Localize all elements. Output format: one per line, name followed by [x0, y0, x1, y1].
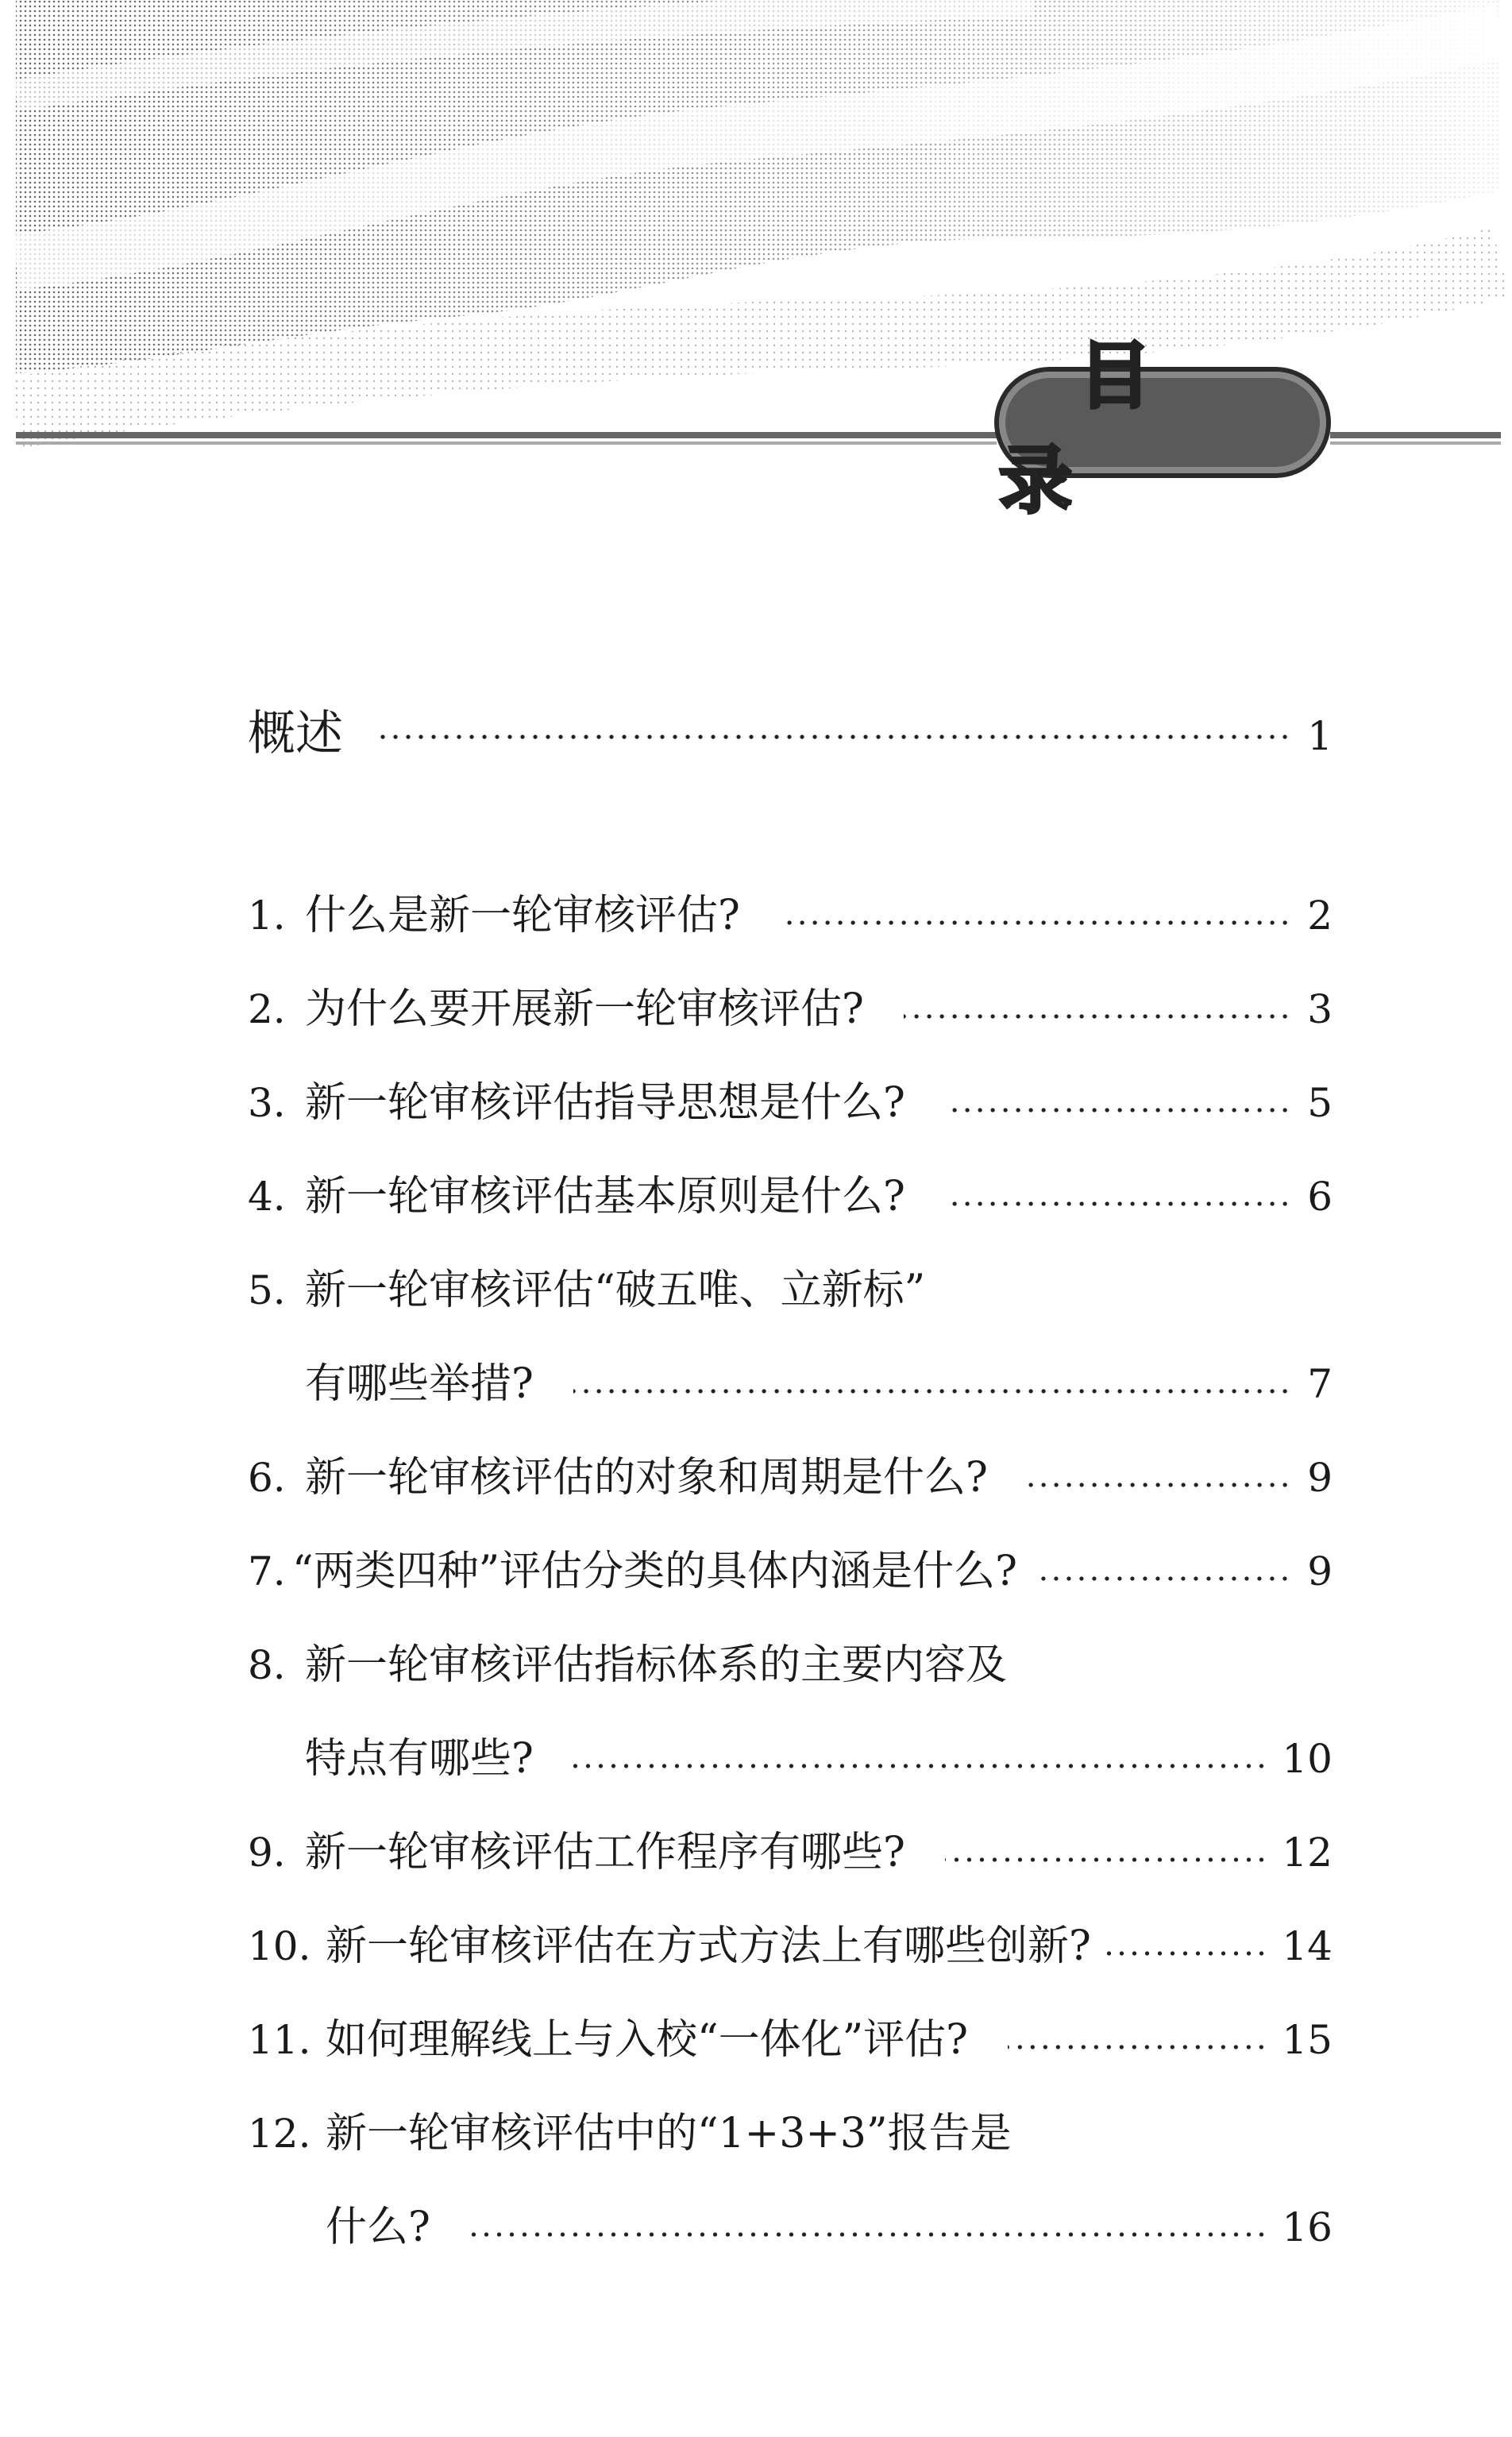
toc-entry-title: 新一轮审核评估中的“1+3+3”报告是 — [326, 2110, 1012, 2157]
dot-leader — [380, 734, 1291, 740]
dot-leader — [573, 1388, 1291, 1394]
toc-entry-10[interactable] — [248, 1912, 1333, 1972]
dot-leader — [1099, 1950, 1267, 1957]
toc-entry-number: 7. — [248, 1548, 286, 1594]
toc-entry-number: 1. — [248, 893, 286, 939]
toc-entry-11[interactable] — [248, 2006, 1333, 2066]
dot-leader — [1041, 1575, 1291, 1582]
toc-entry-title: 如何理解线上与入校“一体化”评估? — [326, 2016, 969, 2064]
toc-entry-title: 新一轮审核评估“破五唯、立新标” — [305, 1267, 926, 1314]
toc-page-number: 2 — [1307, 893, 1333, 939]
page-title: 目 录 — [999, 334, 1232, 523]
toc-entry-9[interactable] — [248, 1818, 1333, 1879]
toc-overview-label: 概述 — [248, 706, 343, 762]
toc-entry-2[interactable] — [248, 975, 1333, 1035]
toc-page-number: 6 — [1307, 1174, 1333, 1220]
dot-leader — [780, 920, 1291, 926]
toc-entry-title: 新一轮审核评估的对象和周期是什么? — [305, 1454, 988, 1502]
toc-entry-number: 10. — [248, 1923, 311, 1969]
toc-page-number: 9 — [1307, 1548, 1333, 1594]
toc-entry-title: 新一轮审核评估基本原则是什么? — [305, 1173, 905, 1220]
toc-entry-title-continued: 什么? — [326, 2204, 430, 2251]
dot-leader — [945, 1107, 1291, 1113]
toc-entry-number: 4. — [248, 1174, 286, 1220]
toc-page-number: 12 — [1282, 1830, 1333, 1876]
toc-overview-row[interactable] — [248, 696, 1333, 762]
toc-entry-number: 5. — [248, 1267, 286, 1313]
dot-leader — [470, 2231, 1267, 2238]
toc-page-number: 1 — [1307, 713, 1333, 759]
toc-entry-5-continued[interactable] — [305, 1350, 1333, 1410]
toc-entry-12-continued[interactable] — [326, 2193, 1333, 2254]
toc-entry-6[interactable] — [248, 1444, 1333, 1504]
toc-entry-8-continued[interactable] — [305, 1725, 1333, 1785]
toc-entry-title: 新一轮审核评估指导思想是什么? — [305, 1079, 905, 1127]
toc-entry-number: 12. — [248, 2111, 311, 2157]
dot-leader — [945, 1201, 1291, 1207]
toc-entry-7[interactable] — [248, 1537, 1333, 1598]
toc-entry-title: 新一轮审核评估工作程序有哪些? — [305, 1829, 905, 1876]
dot-leader — [1028, 1482, 1291, 1488]
toc-page-number: 7 — [1307, 1361, 1333, 1407]
toc-page-number: 15 — [1282, 2017, 1333, 2063]
toc-entry-number: 2. — [248, 986, 286, 1032]
toc-entry-title-continued: 特点有哪些? — [305, 1735, 534, 1783]
toc-entry-4[interactable] — [248, 1163, 1333, 1223]
toc-page-number: 9 — [1307, 1455, 1333, 1501]
toc-page-number: 10 — [1282, 1736, 1333, 1782]
toc-entry-number: 11. — [248, 2017, 311, 2063]
toc-entry-3[interactable] — [248, 1069, 1333, 1129]
dot-leader — [945, 1857, 1267, 1863]
toc-entry-number: 9. — [248, 1830, 286, 1876]
toc-entry-1[interactable] — [248, 881, 1333, 942]
toc-entry-title: 新一轮审核评估在方式方法上有哪些创新? — [326, 1922, 1091, 1970]
toc-page-number: 5 — [1307, 1080, 1333, 1126]
toc-page-number: 16 — [1282, 2204, 1333, 2250]
toc-entry-title: 为什么要开展新一轮审核评估? — [305, 985, 864, 1033]
toc-entry-5[interactable] — [248, 1256, 1333, 1317]
toc-entry-number: 3. — [248, 1080, 286, 1126]
toc-page-number: 3 — [1307, 986, 1333, 1032]
toc-entry-number: 8. — [248, 1642, 286, 1688]
dot-leader — [573, 1763, 1267, 1769]
toc-entry-title: 什么是新一轮审核评估? — [305, 892, 740, 939]
dot-leader — [1008, 2044, 1267, 2050]
toc-entry-title-continued: 有哪些举措? — [305, 1360, 534, 1408]
decorative-header — [0, 0, 1512, 523]
dot-leader — [904, 1013, 1291, 1020]
toc-entry-title: “两类四种”评估分类的具体内涵是什么? — [292, 1548, 1018, 1595]
toc-page-number: 14 — [1282, 1923, 1333, 1969]
toc-entry-8[interactable] — [248, 1631, 1333, 1691]
toc-entry-number: 6. — [248, 1455, 286, 1501]
toc-entry-12[interactable] — [248, 2100, 1333, 2160]
toc-entry-title: 新一轮审核评估指标体系的主要内容及 — [305, 1641, 1008, 1689]
